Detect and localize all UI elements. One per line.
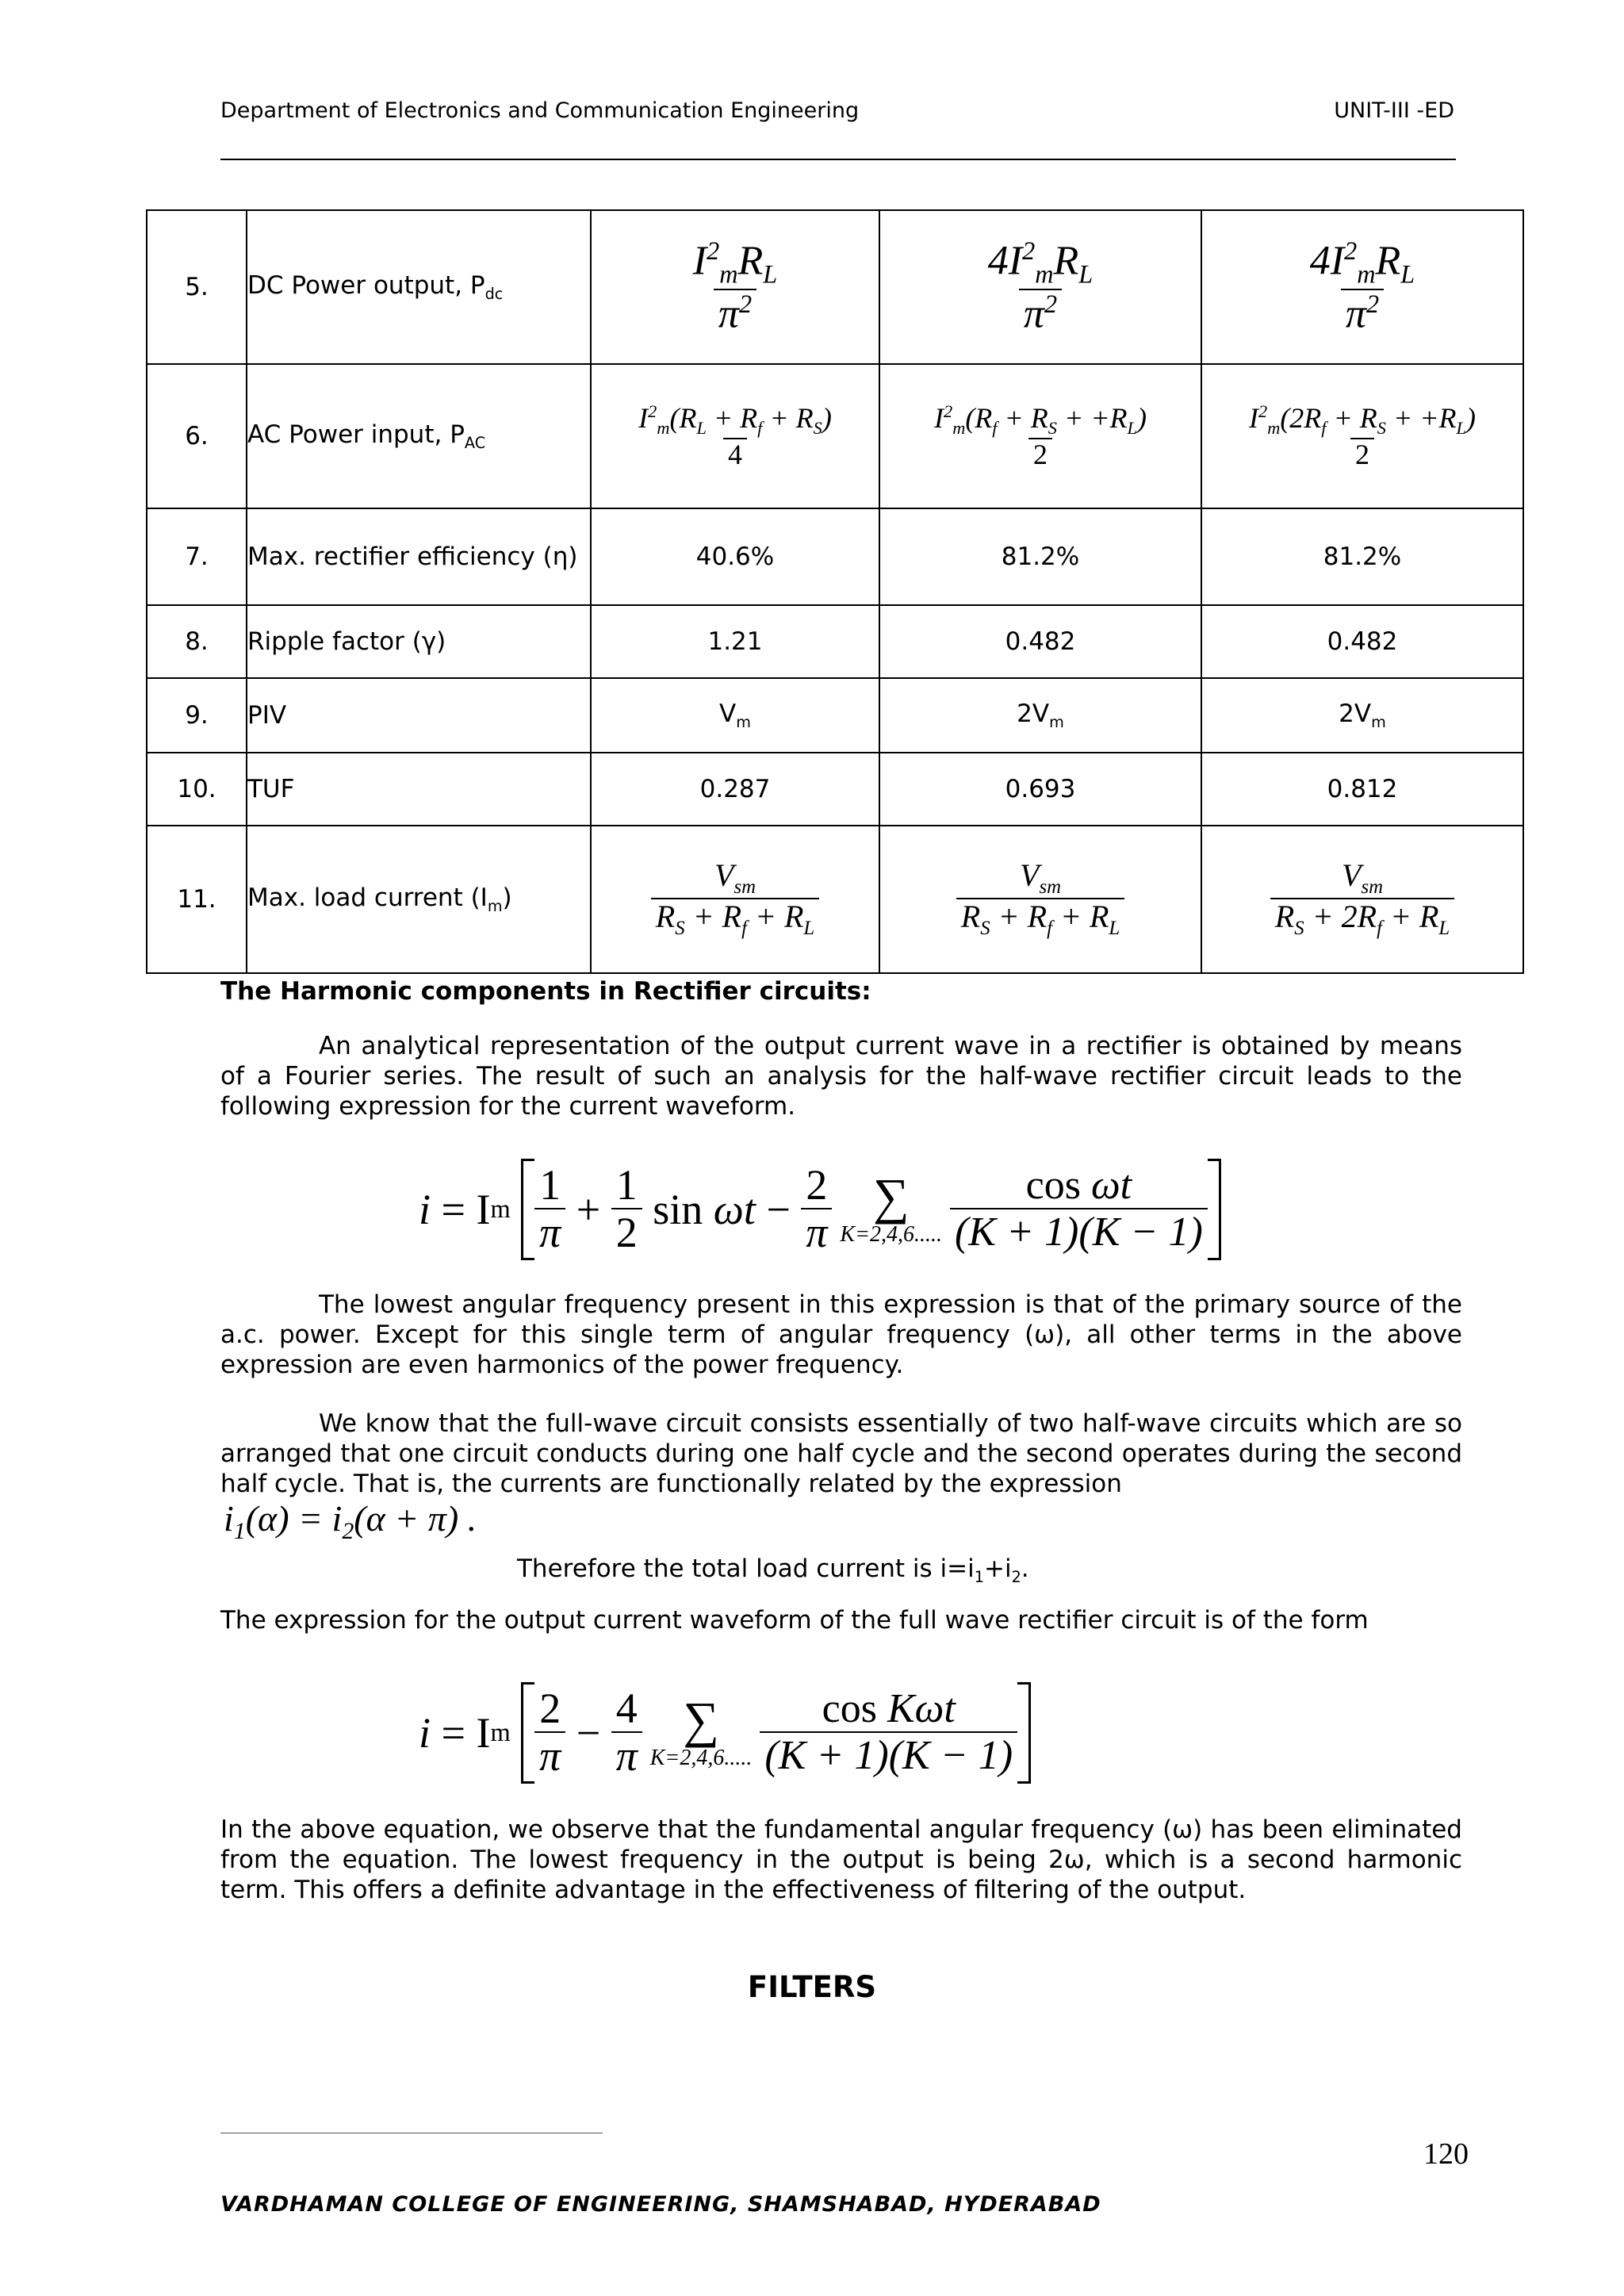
- header-unit: UNIT-III -ED: [1334, 98, 1454, 123]
- current-relation: $i_1(\alpha) = i_2(\alpha + \pi)$ .: [224, 1498, 477, 1545]
- formula-cell: $\frac{I^2_m(R_f + R_S + +R_L)}{2}$: [879, 364, 1201, 508]
- table-row: [147, 753, 1523, 826]
- paragraph: An analytical representation of the output current wave in a rectifier is obtained by means of a Fourier series. The result of such an analysis for the half-wave rectifier circuit leads to the following expression for the current waveform.: [220, 1032, 1462, 1121]
- formula-cell: $\frac{V_{sm}}{R_S + R_f + R_L}$: [879, 826, 1201, 973]
- value-cell: 0.693: [879, 753, 1201, 826]
- param-label: Max. rectifier efficiency (η): [247, 508, 591, 605]
- row-number: 8.: [147, 605, 247, 678]
- value-cell: 0.287: [591, 753, 879, 826]
- paragraph: In the above equation, we observe that the fundamental angular frequency (ω) has been eliminated from the equation. The lowest frequency in the output is being 2ω, which is a second harmonic term. This offers a definite advantage in the effectiveness of filtering of the output.: [220, 1815, 1462, 1904]
- row-number: 11.: [147, 826, 247, 973]
- value-cell: $2V_m$: [1201, 678, 1523, 753]
- value-cell: $2V_m$: [879, 678, 1201, 753]
- table-row: [147, 364, 1523, 508]
- value-cell: 1.21: [591, 605, 879, 678]
- param-label: Ripple factor (γ): [247, 605, 591, 678]
- table-row: [147, 508, 1523, 605]
- rectifier-comparison-table: [146, 209, 1524, 974]
- value-cell: 0.482: [1201, 605, 1523, 678]
- paragraph: Therefore the total load current is $i=i_1+i_2$.: [517, 1554, 1029, 1587]
- value-cell: 0.812: [1201, 753, 1523, 826]
- param-label: TUF: [247, 753, 591, 826]
- param-label: PIV: [247, 678, 591, 753]
- footer-college: VARDHAMAN COLLEGE OF ENGINEERING, SHAMSHABAD, HYDERABAD: [220, 2192, 1101, 2217]
- section-title: The Harmonic components in Rectifier circuits:: [220, 977, 871, 1006]
- formula-cell: $\frac{4I^2_mR_L}{\pi^2}$: [1201, 210, 1523, 364]
- table-row: [147, 678, 1523, 753]
- row-number: 5.: [147, 210, 247, 364]
- table-row: [147, 210, 1523, 364]
- row-number: 6.: [147, 364, 247, 508]
- half-wave-equation: i = I m $\frac{1}{\pi}$ + $\frac{1}{2}$ sin ωt − $\frac{2}{\pi}$ ∑ K=2,4,6..... $\frac{\text{cos ωt}}{(K + 1)(K - 1)}$: [419, 1150, 1221, 1269]
- filters-heading: FILTERS: [747, 1970, 877, 2004]
- paragraph: The lowest angular frequency present in this expression is that of the primary source of the a.c. power. Except for this single term of angular frequency (ω), all other terms in the above expression are even harmonics of the power frequency.: [220, 1290, 1462, 1379]
- param-label: DC Power output, $P_{dc}$: [247, 210, 591, 364]
- header-department: Department of Electronics and Communication Engineering: [220, 98, 860, 123]
- formula-cell: $\frac{4I^2_mR_L}{\pi^2}$: [879, 210, 1201, 364]
- formula-cell: $\frac{V_{sm}}{R_S + R_f + R_L}$: [591, 826, 879, 973]
- value-cell: $V_m$: [591, 678, 879, 753]
- row-number: 7.: [147, 508, 247, 605]
- formula-cell: $\frac{V_{sm}}{R_S + 2R_f + R_L}$: [1201, 826, 1523, 973]
- formula-cell: $\frac{I^2_mR_L}{\pi^2}$: [591, 210, 879, 364]
- paragraph: We know that the full-wave circuit consists essentially of two half-wave circuits which are so arranged that one circuit conducts during one half cycle and the second operates during the second half cycle. That is, the currents are functionally related by the expression: [220, 1409, 1462, 1498]
- row-number: 10.: [147, 753, 247, 826]
- formula-cell: $\frac{I^2_m(R_L + R_f + R_S)}{4}$: [591, 364, 879, 508]
- param-label: Max. load current $(I_m)$: [247, 826, 591, 973]
- table-row: [147, 826, 1523, 973]
- paragraph: The expression for the output current waveform of the full wave rectifier circuit is of the form: [220, 1606, 1369, 1635]
- row-number: 9.: [147, 678, 247, 753]
- value-cell: 40.6%: [591, 508, 879, 605]
- value-cell: 81.2%: [879, 508, 1201, 605]
- table-row: [147, 605, 1523, 678]
- header-rule: [220, 159, 1456, 160]
- value-cell: 81.2%: [1201, 508, 1523, 605]
- value-cell: 0.482: [879, 605, 1201, 678]
- full-wave-equation: i = I m $\frac{2}{\pi}$ − $\frac{4}{\pi}$ ∑ K=2,4,6..... $\frac{\text{cos Kωt}}{(K + 1)(K - 1)}$: [419, 1673, 1031, 1792]
- formula-cell: $\frac{I^2_m(2R_f + R_S + +R_L)}{2}$: [1201, 364, 1523, 508]
- page-number: 120: [1423, 2137, 1469, 2171]
- param-label: AC Power input, $P_{AC}$: [247, 364, 591, 508]
